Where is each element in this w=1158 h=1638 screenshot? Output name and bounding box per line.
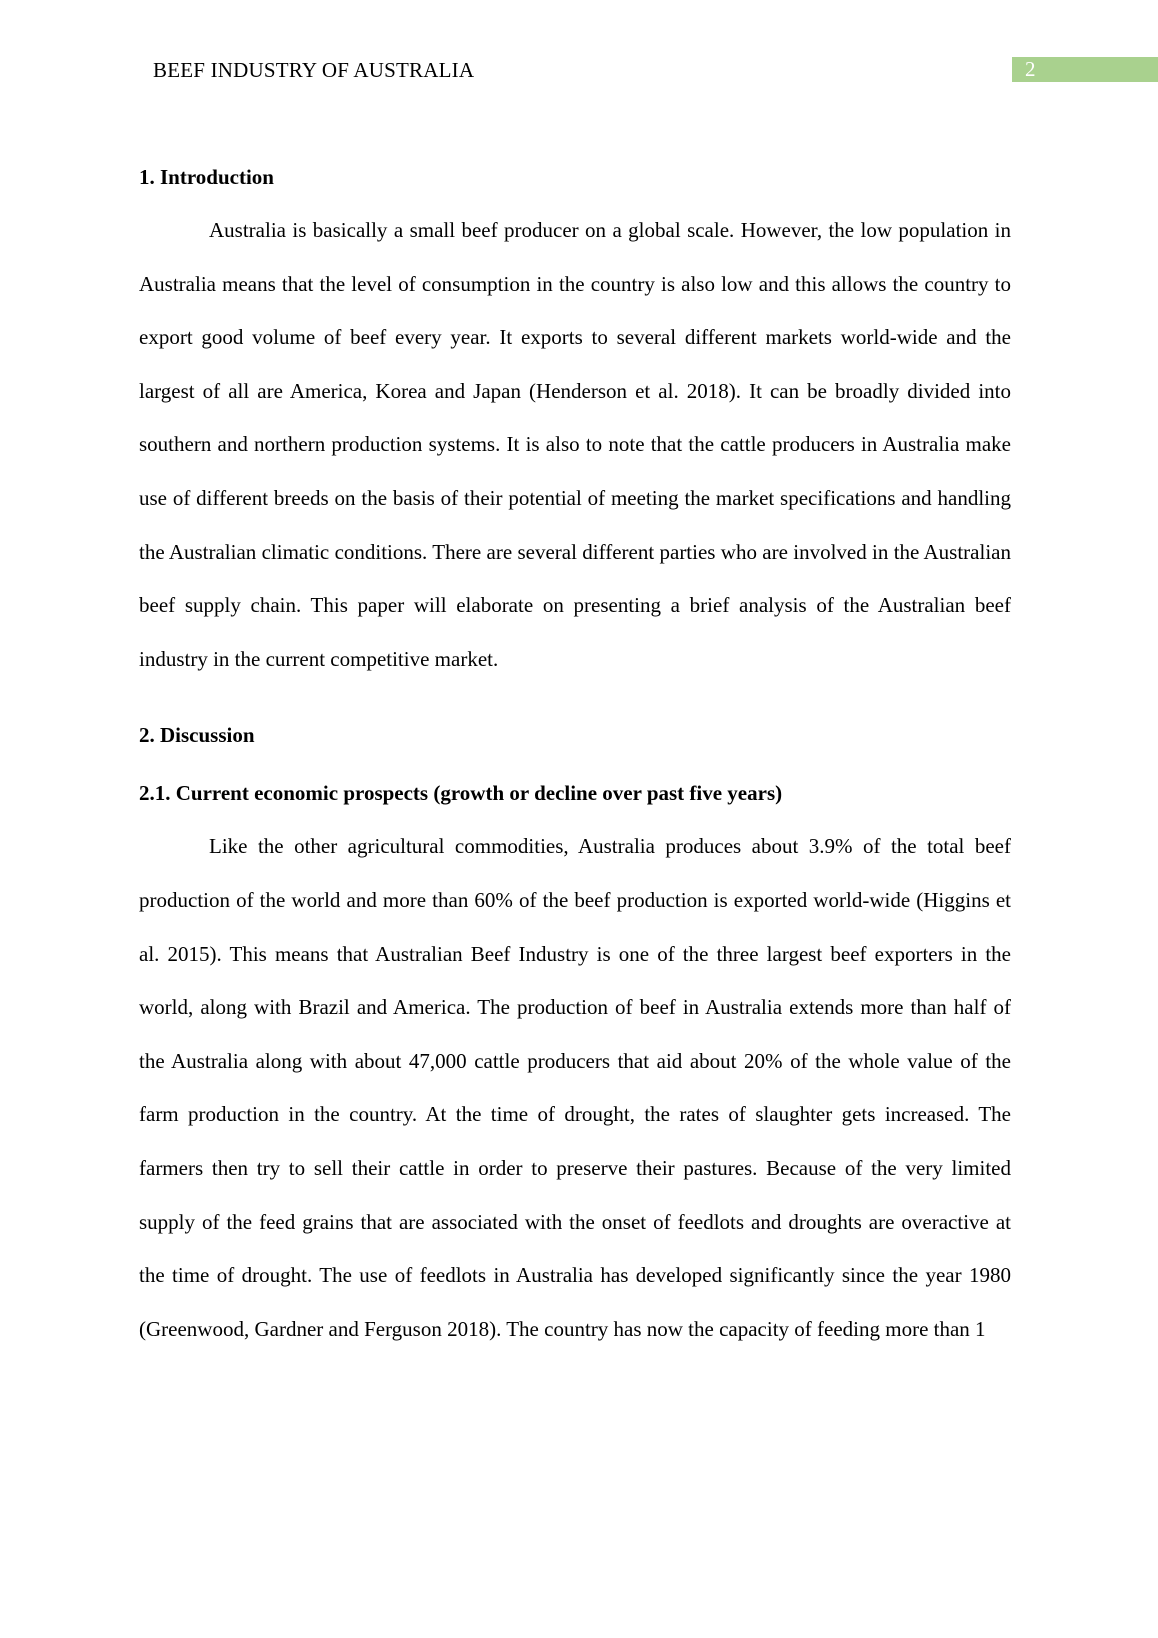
introduction-paragraph: Australia is basically a small beef producer on a global scale. However, the low population in Australia means that the level of consumption in the country is also low and this allows the country to export good volume of beef every year. It exports to several different markets world-wide and the largest of all are America, Korea and Japan (Henderson et al. 2018). It can be broadly divided into southern and northern production systems. It is also to note that the cattle producers in Australia make use of different breeds on the basis of their potential of meeting the market specifications and handling the Australian climatic conditions. There are several different parties who are involved in the Australian beef supply chain. This paper will elaborate on presenting a brief analysis of the Australian beef industry in the current competitive market. — [139, 218, 1011, 671]
running-head-title: BEEF INDUSTRY OF AUSTRALIA — [153, 58, 475, 82]
page-number: 2 — [1012, 57, 1158, 82]
subsection-heading-economic-prospects: 2.1. Current economic prospects (growth or decline over past five years) — [139, 781, 783, 806]
economic-prospects-paragraph: Like the other agricultural commodities, Australia produces about 3.9% of the total beef production of the world and more than 60% of the beef production is exported world-wide (Higgins et al. 2015). This means that Australian Beef Industry is one of the three largest beef exporters in the world, along with Brazil and America. The production of beef in Australia extends more than half of the Australia along with about 47,000 cattle producers that aid about 20% of the whole value of the farm production in the country. At the time of drought, the rates of slaughter gets increased. The farmers then try to sell their cattle in order to preserve their pastures. Because of the very limited supply of the feed grains that are associated with the onset of feedlots and droughts are overactive at the time of drought. The use of feedlots in Australia has developed significantly since the year 1980 (Greenwood, Gardner and Ferguson 2018). The country has now the capacity of feeding more than 1 — [139, 834, 1011, 1341]
section-heading-discussion: 2. Discussion — [139, 723, 255, 748]
document-body — [139, 150, 1011, 1356]
section-spacer — [139, 686, 1011, 708]
section-heading-introduction: 1. Introduction — [139, 165, 274, 189]
